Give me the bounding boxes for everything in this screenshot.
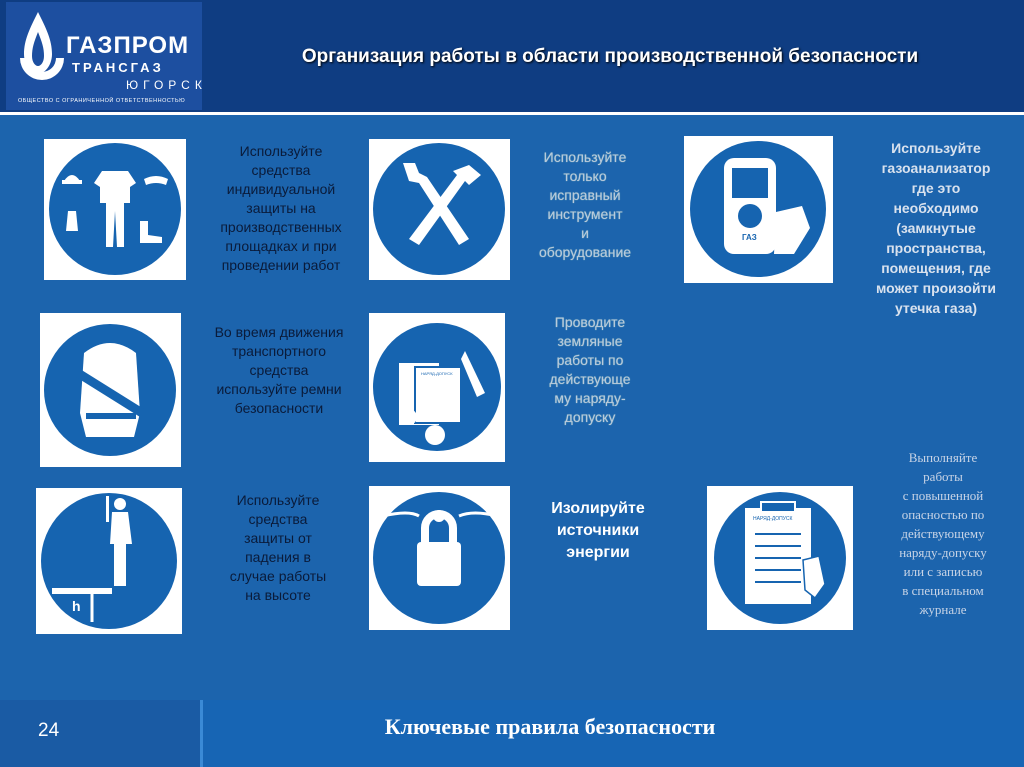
page-title: Организация работы в области производственной безопасности	[301, 46, 919, 67]
logo-legal: ОБЩЕСТВО С ОГРАНИЧЕННОЙ ОТВЕТСТВЕННОСТЬЮ	[18, 98, 186, 104]
rule-seatbelt-text: Во время движения транспортного средства используйте ремни безопасности	[214, 324, 344, 416]
work-permit-doc-label: НАРЯД-ДОПУСК	[753, 516, 793, 522]
ppe-sign	[44, 139, 186, 280]
rule-ppe-text: Используйте средства индивидуальной защиты на производственных площадках и при проведении работ	[220, 143, 342, 273]
rule-tools-text: Используйте только исправный инструмент и оборудование	[538, 149, 632, 260]
fall-height-label: h	[72, 598, 81, 614]
padlock-sign	[369, 486, 510, 630]
analyzer-screen-label: ГАЗ	[742, 233, 757, 242]
company-logo	[6, 2, 207, 110]
tools-sign	[369, 139, 510, 280]
excavator-permit-icon	[369, 313, 505, 462]
rule-permit-text: Выполняйте работы с повышенной опасностью по действующему наряду-допуску или с записью в специальном журнале	[899, 450, 987, 617]
work-permit-icon	[707, 486, 853, 630]
rule-gas-text: Используйте газоанализатор где это необходимо (замкнутые пространства, помещения, где может произойти утечка газа)	[875, 140, 997, 316]
logo-city: ЮГОРСК	[126, 78, 207, 92]
fall-protection-sign	[36, 488, 182, 634]
rule-fall-text: Используйте средства защиты от падения в случае работы на высоте	[229, 492, 327, 603]
logo-word: ГАЗПРОМ	[66, 32, 190, 59]
footer-bar	[0, 700, 1024, 767]
fall-protection-icon	[36, 488, 182, 634]
seatbelt-sign	[40, 313, 181, 467]
gas-analyzer-sign	[684, 136, 833, 283]
ppe-icon	[44, 139, 186, 280]
seatbelt-icon	[40, 313, 181, 467]
header-bar	[0, 0, 1024, 112]
page-number: 24	[38, 720, 60, 741]
excavator-permit-sign	[369, 313, 505, 462]
rule-isolate-text: Изолируйте источники энергии	[551, 500, 645, 561]
excavator-permit-doc-label: НАРЯД-ДОПУСК	[421, 371, 453, 376]
footer-page-box	[0, 700, 203, 767]
work-permit-sign	[707, 486, 853, 630]
padlock-icon	[369, 486, 510, 630]
logo-sub: ТРАНСГАЗ	[72, 60, 164, 75]
gas-analyzer-icon	[684, 136, 833, 283]
rule-excavation-text: Проводите земляные работы по действующе му наряду- допуску	[549, 314, 631, 425]
footer-title: Ключевые правила безопасности	[384, 714, 716, 739]
tools-icon	[369, 139, 510, 280]
